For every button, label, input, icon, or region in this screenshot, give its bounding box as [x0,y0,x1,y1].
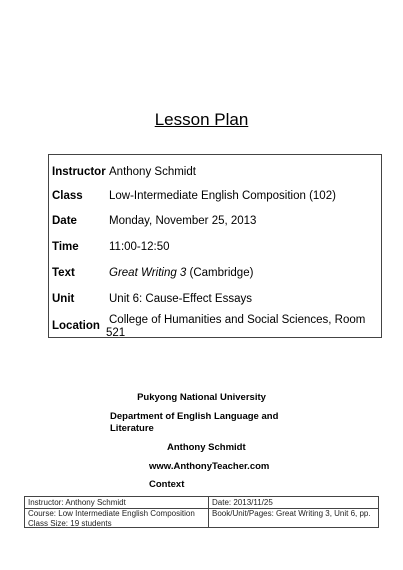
table-instructor-label: Instructor: [28,498,64,507]
table-cell-date [209,498,379,508]
table-book-label: Book/Unit/Pages: [212,509,274,518]
time-value: 11:00-12:50 [109,241,170,253]
text-book-title: Great Writing 3 [109,267,187,279]
table-book-value: Great Writing 3, Unit 6, pp. [276,509,371,518]
class-value: Low-Intermediate English Composition (102) [109,190,336,202]
info-box [48,154,382,338]
table-cell-course [25,509,208,529]
location-value [106,314,381,340]
text-publisher: (Cambridge) [186,267,254,279]
table-cell-instructor [25,498,208,508]
unit-value: Unit 6: Cause-Effect Essays [109,293,252,305]
instructor-label: Instructor [52,166,106,178]
table-cell-book [209,509,379,519]
instructor-value: Anthony Schmidt [109,166,196,178]
class-label: Class [52,190,83,202]
location-label: Location [52,320,100,332]
author-name: Anthony Schmidt [167,442,246,453]
table-class-size-value: 19 students [70,519,112,528]
table-course-value: Low Intermediate English Composition [58,509,195,518]
university-name: Pukyong National University [137,392,266,403]
table-course-label: Course: [28,509,57,518]
table-instructor-value: Anthony Schmidt [65,498,126,507]
context-heading: Context [149,479,185,490]
page-title: Lesson Plan [154,110,249,129]
date-value: Monday, November 25, 2013 [109,215,257,227]
text-label: Text [52,267,75,279]
text-value [109,267,253,280]
location-line1: College of Humanities and Social Sciences, Room [109,314,366,326]
unit-label: Unit [52,293,75,305]
time-label: Time [52,241,79,253]
department-name [110,411,290,435]
context-table [24,496,379,528]
website-text: www.AnthonyTeacher.com [149,461,270,472]
location-line2: 521 [106,327,126,339]
table-class-size-label: Class Size: [28,519,69,528]
table-date-value: 2013/11/25 [233,498,273,507]
table-date-label: Date: [212,498,232,507]
date-label: Date [52,215,77,227]
department-line2: Literature [110,423,154,434]
department-line1: Department of English Language and [110,411,279,422]
